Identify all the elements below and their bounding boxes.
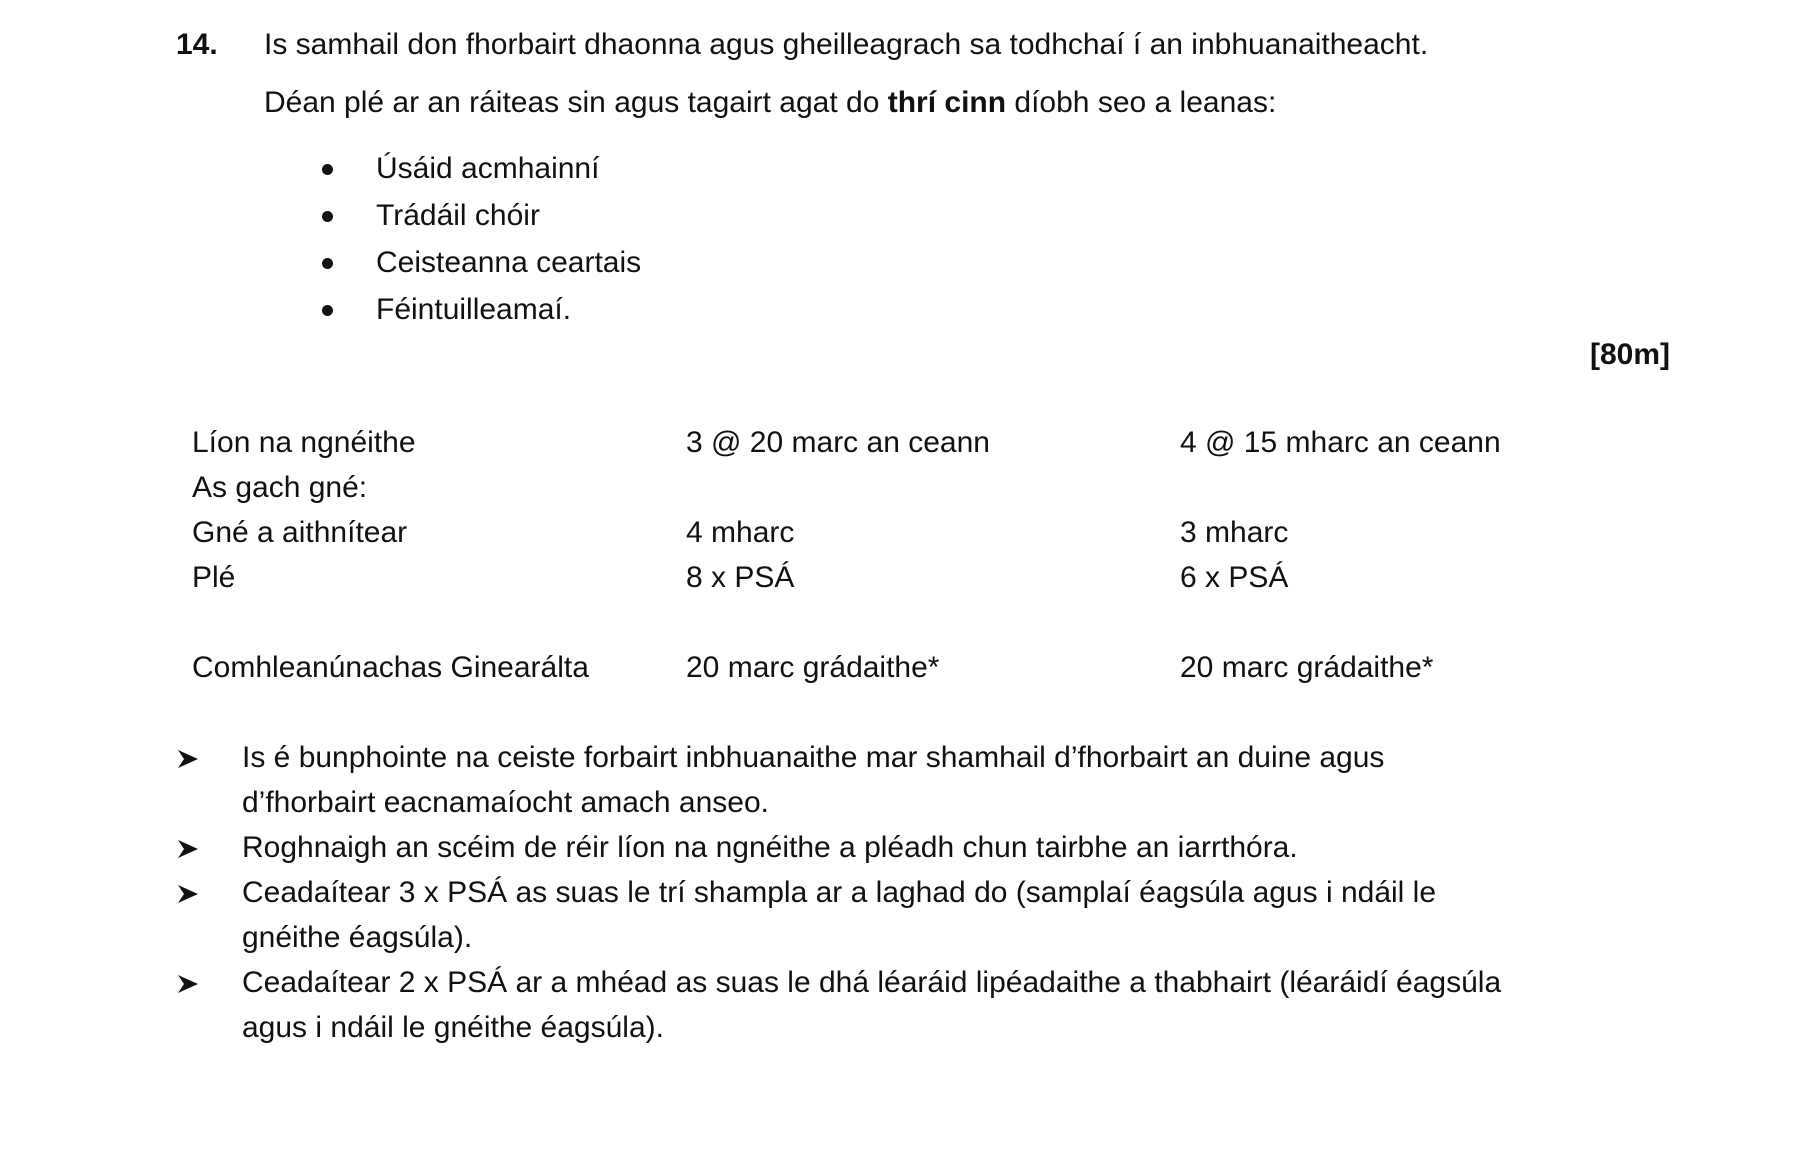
table-cell: 8 x PSÁ [686,561,795,594]
instruction-text-before: Déan plé ar an ráiteas sin agus tagairt agat do [264,86,888,119]
option-text: Ceisteanna ceartais [376,246,642,279]
instruction-text-after: díobh seo a leanas: [1006,86,1277,119]
option-text: Féintuilleamaí. [376,293,572,326]
question-statement: Is samhail don fhorbairt dhaonna agus gheilleagrach sa todhchaí í an inbhuanaitheacht. [264,28,1429,61]
question-instruction [264,80,1276,125]
option-text: Trádáil chóir [376,199,540,232]
note-line: Ceadaítear 3 x PSÁ as suas le trí shampla ar a laghad do (samplaí éagsúla agus i ndáil le [242,876,1437,909]
table-cell: 20 marc grádaithe* [686,651,940,684]
option-text: Úsáid acmhainní [376,152,600,185]
table-cell: 4 @ 15 mharc an ceann [1180,426,1501,459]
bullet-icon [322,258,333,269]
bullet-icon [322,305,333,316]
arrow-bullet-icon [176,972,200,996]
note-line: Ceadaítear 2 x PSÁ ar a mhéad as suas le dhá léaráid lipéadaithe a thabhairt (léaráidí éagsúla [242,966,1502,999]
table-cell: Gné a aithnítear [192,516,408,549]
table-cell: Líon na ngnéithe [192,426,416,459]
total-marks: [80m] [1589,338,1670,371]
note-line: Is é bunphointe na ceiste forbairt inbhuanaithe mar shamhail d’fhorbairt an duine agus [242,741,1385,774]
table-cell: As gach gné: [192,471,368,504]
bullet-icon [322,211,333,222]
table-cell: 3 mharc [1180,516,1289,549]
note-line: agus i ndáil le gnéithe éagsúla). [242,1011,664,1044]
instruction-text-bold: thrí cinn [887,86,1007,119]
table-cell: Comhleanúnachas Ginearálta [192,651,589,684]
arrow-bullet-icon [176,882,200,906]
arrow-bullet-icon [176,837,200,861]
note-line: d’fhorbairt eacnamaíocht amach anseo. [242,786,769,819]
question-number: 14. [176,28,218,61]
arrow-bullet-icon [176,747,200,771]
table-cell: 20 marc grádaithe* [1180,651,1434,684]
table-cell: 6 x PSÁ [1180,561,1289,594]
table-cell: 4 mharc [686,516,795,549]
note-line: gnéithe éagsúla). [242,921,473,954]
table-cell: 3 @ 20 marc an ceann [686,426,990,459]
bullet-icon [322,164,333,175]
table-cell: Plé [192,561,236,594]
note-line: Roghnaigh an scéim de réir líon na ngnéithe a pléadh chun tairbhe an iarrthóra. [242,831,1298,864]
